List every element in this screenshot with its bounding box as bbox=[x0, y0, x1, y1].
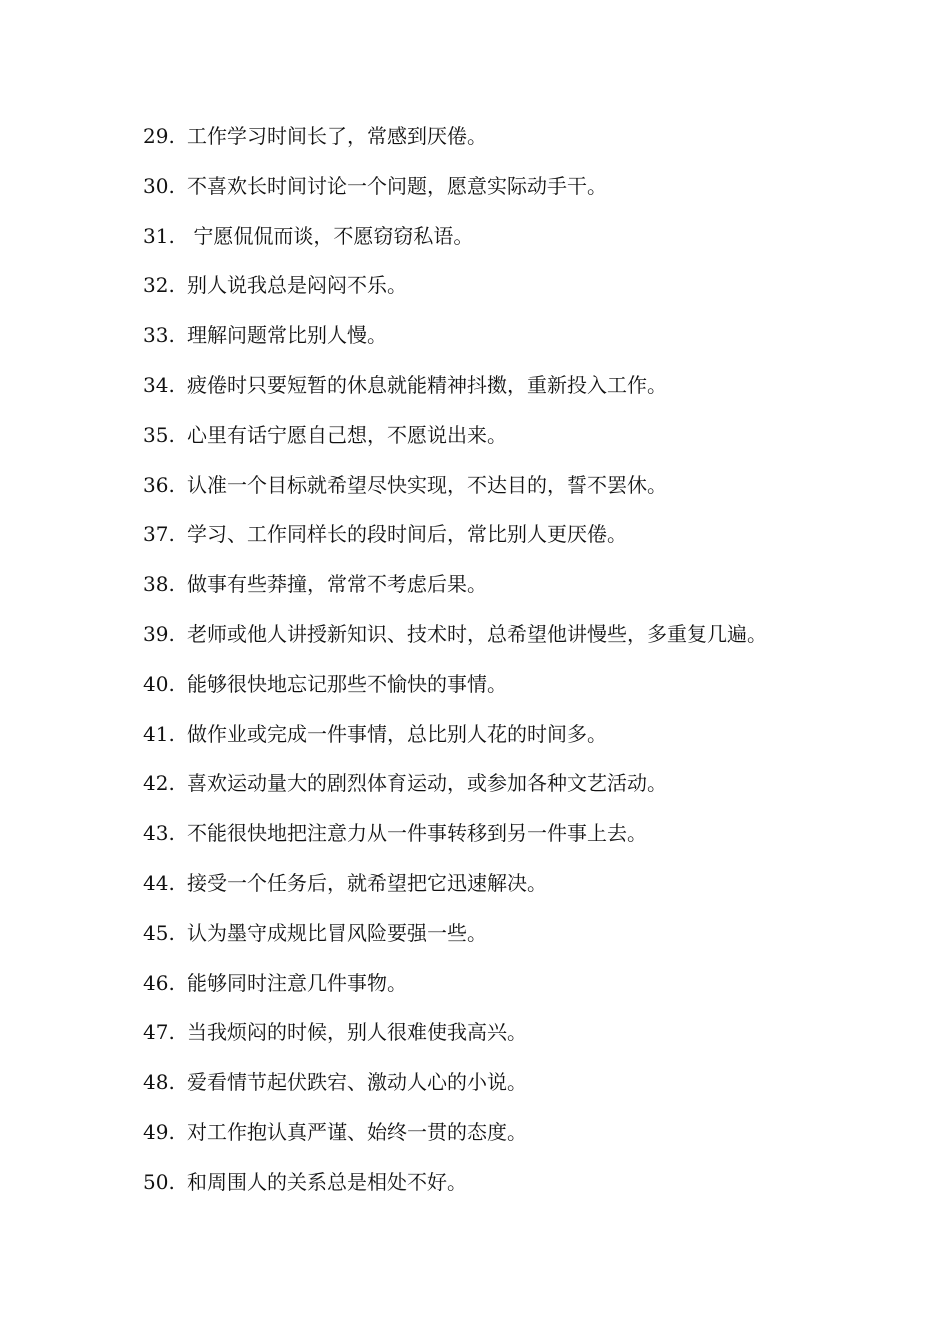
item-text: 接受一个任务后，就希望把它迅速解决。 bbox=[187, 870, 547, 895]
item-number: 42. bbox=[143, 771, 175, 796]
list-item bbox=[143, 916, 923, 966]
question-list bbox=[143, 119, 923, 1215]
item-number: 37. bbox=[143, 522, 175, 547]
list-item bbox=[143, 318, 923, 368]
list-item bbox=[143, 119, 923, 169]
item-number: 35. bbox=[143, 422, 175, 447]
item-text: 不能很快地把注意力从一件事转移到另一件事上去。 bbox=[187, 821, 647, 846]
list-item bbox=[143, 667, 923, 717]
item-number: 36. bbox=[143, 472, 175, 497]
item-number: 47. bbox=[143, 1020, 175, 1045]
item-text: 别人说我总是闷闷不乐。 bbox=[187, 273, 407, 298]
list-item bbox=[143, 866, 923, 916]
item-text: 和周围人的关系总是相处不好。 bbox=[187, 1169, 467, 1194]
list-item bbox=[143, 966, 923, 1016]
item-number: 39. bbox=[143, 621, 175, 646]
item-text: 疲倦时只要短暂的休息就能精神抖擞，重新投入工作。 bbox=[187, 372, 667, 397]
item-text: 能够很快地忘记那些不愉快的事情。 bbox=[187, 671, 507, 696]
list-item bbox=[143, 1015, 923, 1065]
list-item bbox=[143, 1065, 923, 1115]
item-text: 能够同时注意几件事物。 bbox=[187, 970, 407, 995]
item-number: 38. bbox=[143, 572, 175, 597]
item-number: 32. bbox=[143, 273, 175, 298]
list-item bbox=[143, 617, 923, 667]
item-text: 宁愿侃侃而谈，不愿窃窃私语。 bbox=[187, 223, 474, 248]
list-item bbox=[143, 169, 923, 219]
item-text: 爱看情节起伏跌宕、激动人心的小说。 bbox=[187, 1070, 527, 1095]
item-text: 做事有些莽撞，常常不考虑后果。 bbox=[187, 572, 487, 597]
item-text: 做作业或完成一件事情，总比别人花的时间多。 bbox=[187, 721, 607, 746]
item-text: 不喜欢长时间讨论一个问题，愿意实际动手干。 bbox=[187, 173, 607, 198]
list-item bbox=[143, 717, 923, 767]
item-number: 29. bbox=[143, 124, 175, 148]
list-item bbox=[143, 368, 923, 418]
item-text: 喜欢运动量大的剧烈体育运动，或参加各种文艺活动。 bbox=[187, 771, 667, 796]
item-text: 理解问题常比别人慢。 bbox=[187, 323, 387, 348]
list-item bbox=[143, 418, 923, 468]
item-text: 心里有话宁愿自己想，不愿说出来。 bbox=[187, 422, 507, 447]
item-number: 30. bbox=[143, 173, 175, 198]
item-text: 认准一个目标就希望尽快实现，不达目的，誓不罢休。 bbox=[187, 472, 667, 497]
item-number: 46. bbox=[143, 970, 175, 995]
list-item bbox=[143, 468, 923, 518]
item-number: 48. bbox=[143, 1070, 175, 1095]
item-number: 31. bbox=[143, 223, 175, 248]
item-text: 工作学习时间长了，常感到厌倦。 bbox=[187, 124, 487, 148]
item-number: 41. bbox=[143, 721, 175, 746]
list-item bbox=[143, 766, 923, 816]
item-number: 34. bbox=[143, 372, 175, 397]
item-number: 33. bbox=[143, 323, 175, 348]
item-number: 50. bbox=[143, 1169, 175, 1194]
item-text: 老师或他人讲授新知识、技术时，总希望他讲慢些，多重复几遍。 bbox=[187, 621, 767, 646]
list-item bbox=[143, 219, 923, 269]
list-item bbox=[143, 1165, 923, 1215]
list-item bbox=[143, 517, 923, 567]
item-text: 对工作抱认真严谨、始终一贯的态度。 bbox=[187, 1119, 527, 1144]
item-number: 40. bbox=[143, 671, 175, 696]
list-item bbox=[143, 1115, 923, 1165]
item-number: 45. bbox=[143, 920, 175, 945]
item-number: 43. bbox=[143, 821, 175, 846]
item-text: 认为墨守成规比冒风险要强一些。 bbox=[187, 920, 487, 945]
item-text: 当我烦闷的时候，别人很难使我高兴。 bbox=[187, 1020, 527, 1045]
item-text: 学习、工作同样长的段时间后，常比别人更厌倦。 bbox=[187, 522, 627, 547]
list-item bbox=[143, 816, 923, 866]
item-number: 44. bbox=[143, 870, 175, 895]
item-number: 49. bbox=[143, 1119, 175, 1144]
list-item bbox=[143, 567, 923, 617]
list-item bbox=[143, 268, 923, 318]
